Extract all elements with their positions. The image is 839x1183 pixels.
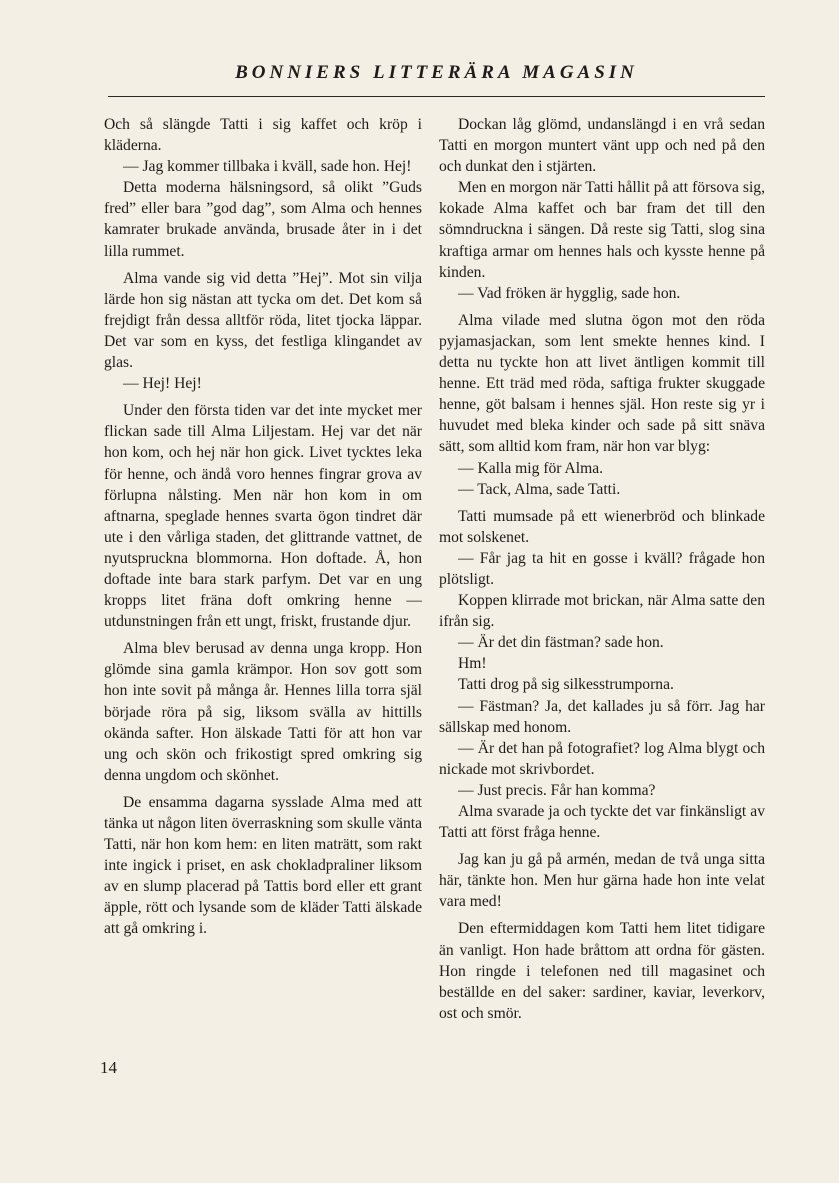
running-header: BONNIERS LITTERÄRA MAGASIN	[235, 62, 638, 83]
paragraph: — Hej! Hej!	[123, 375, 202, 393]
paragraph: Tatti drog på sig silkesstrumporna.	[458, 676, 674, 694]
paragraph: Alma svarade ja och tyckte det var finkänsligt av Tatti att först fråga henne.	[439, 803, 765, 842]
paragraph: Hm!	[458, 655, 487, 673]
paragraph: Alma blev berusad av denna unga kropp. Hon glömde sina gamla krämpor. Hon sov gott som hon inte sovit på många år. Hennes lilla torra själ började röra på sig, liksom svälla av hittills okända safter. Hon älskade Tatti för att hon var ung och skön och frikostigt spred omkring sig denna ungdom och skönhet.	[104, 640, 422, 784]
paragraph: Alma vande sig vid detta ”Hej”. Mot sin vilja lärde hon sig nästan att tycka om det. Det kom så frejdigt från dessa alltför röda, litet tjocka läppar. Det var som en kyss, det festliga klingandet av glas.	[104, 269, 422, 372]
paragraph: — Just precis. Får han komma?	[458, 781, 656, 799]
paragraph: Jag kan ju gå på armén, medan de två unga sitta här, tänkte hon. Men hur gärna hade hon inte velat vara med!	[439, 851, 765, 911]
paragraph: — Är det han på fotografiet? log Alma blygt och nickade mot skrivbordet.	[439, 739, 765, 778]
paragraph: Och så slängde Tatti i sig kaffet och kröp i kläderna.	[104, 116, 422, 155]
paragraph: Detta moderna hälsningsord, så olikt ”Guds fred” eller bara ”god dag”, som Alma och hennes kamrater brukade använda, brusade åter in i det lilla rummet.	[104, 179, 422, 260]
paragraph: Dockan låg glömd, undanslängd i en vrå sedan Tatti en morgon muntert vänt upp och ned på den och dunkat den i stjärten.	[439, 116, 765, 176]
paragraph: Koppen klirrade mot brickan, när Alma satte den ifrån sig.	[439, 592, 765, 631]
paragraph: Alma vilade med slutna ögon mot den röda pyjamasjackan, som lent smekte hennes kind. I detta nu tyckte hon att livet äntligen kommit till henne. Ett träd med röda, saftiga frukter skuggade henne, göt balsam i hennes själ. Hon reste sig yr i huvudet med bleka kinder och sade på sitt snäva sätt, som alltid kom fram, när hon var blyg:	[439, 311, 765, 456]
page-number: 14	[100, 1058, 117, 1077]
paragraph: — Vad fröken är hygglig, sade hon.	[458, 284, 681, 302]
paragraph: Den eftermiddagen kom Tatti hem litet tidigare än vanligt. Hon hade bråttom att ordna för gästen. Hon ringde i telefonen ned till magasinet och beställde en del saker: sardiner, kaviar, leverkorv, ost och smör.	[439, 920, 765, 1022]
paragraph: — Får jag ta hit en gosse i kväll? frågade hon plötsligt.	[439, 549, 765, 588]
paragraph: Under den första tiden var det inte mycket mer flickan sade till Alma Liljestam. Hej var det när hon kom, och hej när hon gick. Livet tycktes leka för henne, och ändå voro hennes fingrar grova av förlupna nålsting. Men när hon kom in om aftnarna, speglade hennes svarta ögon tindret där ute i den vårliga staden, det glittrande vattnet, de nyutspruckna blommorna. Hon doftade. Å, hon doftade inte bara stark parfym. Det var en ung kropps litet fräna doft omkring henne — utdunstningen från ett ungt, friskt, frustande djur.	[104, 402, 422, 631]
paragraph: — Jag kommer tillbaka i kväll, sade hon. Hej!	[123, 158, 412, 176]
right-column	[439, 114, 765, 1024]
left-column	[104, 114, 422, 940]
header-rule	[108, 96, 765, 97]
paragraph: — Kalla mig för Alma.	[458, 459, 604, 477]
paragraph: — Tack, Alma, sade Tatti.	[458, 480, 621, 498]
paragraph: De ensamma dagarna sysslade Alma med att tänka ut någon liten överraskning som skulle vänta Tatti, när hon kom hem: en liten maträtt, som rakt inte ingick i priset, en ask chokladpraliner liksom av en slump placerad på Tattis bord eller ett grant äpple, rött och lysande som de kläder Tatti älskade att gå omkring i.	[104, 793, 422, 938]
paragraph: Tatti mumsade på ett wienerbröd och blinkade mot solskenet.	[439, 507, 765, 546]
paragraph: — Är det din fästman? sade hon.	[458, 634, 664, 652]
paragraph: — Fästman? Ja, det kallades ju så förr. Jag har sällskap med honom.	[439, 697, 765, 736]
paragraph: Men en morgon när Tatti hållit på att försova sig, kokade Alma kaffet och bar fram det till den sömndruckna i sängen. Då reste sig Tatti, slog sina kraftiga armar om hennes hals och kysste henne på kinden.	[439, 179, 765, 281]
